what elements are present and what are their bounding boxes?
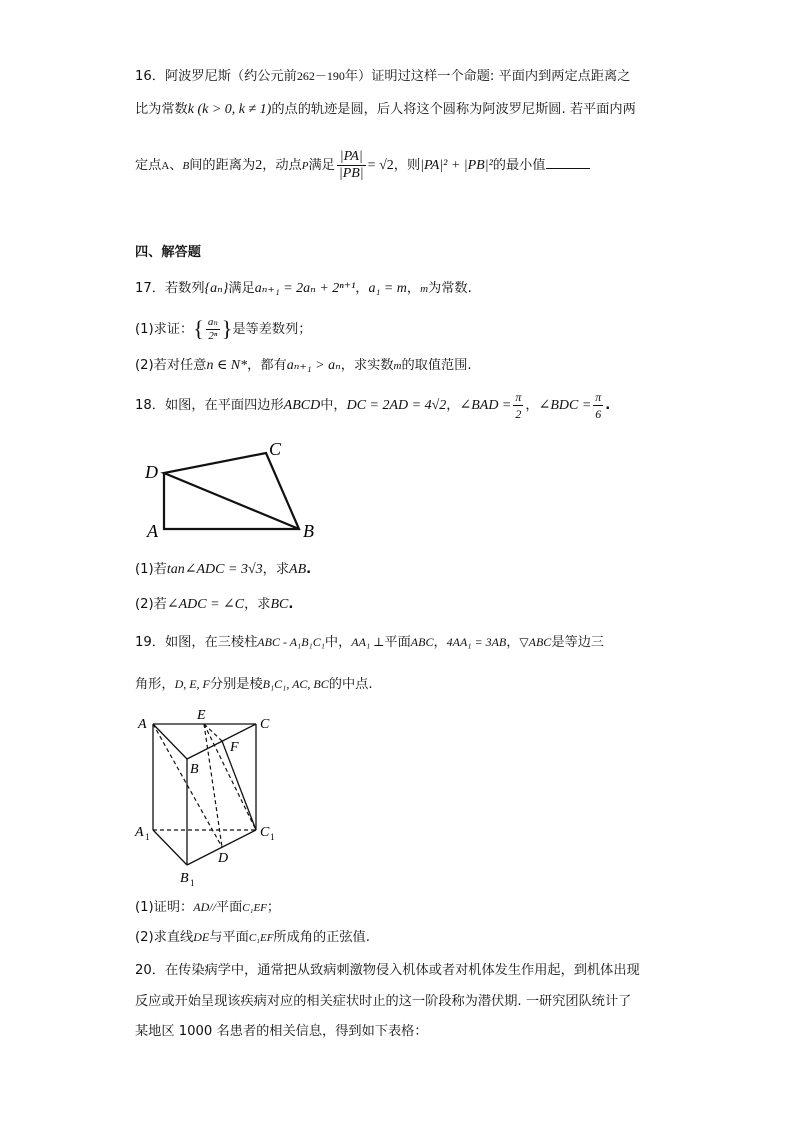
numerator: π: [515, 389, 522, 404]
text: (2)若对任意: [135, 358, 207, 373]
q17-part1: [135, 312, 311, 347]
brace-open: {: [193, 316, 204, 341]
years: 262－190: [296, 69, 345, 83]
math-initial: a₁ = m: [368, 281, 407, 296]
text: 18．如图，在平面四边形: [135, 398, 284, 413]
math-quad: ABCD: [283, 398, 321, 413]
text: 中，: [320, 398, 347, 413]
q20-line3: 某地区 1000 名患者的相关信息，得到如下表格：: [135, 1024, 428, 1039]
text: 的点的轨迹是圆，后人将这个圆称为阿波罗尼斯圆. 若平面内两: [271, 102, 636, 117]
text: ，: [406, 281, 421, 296]
text: (2)求直线: [135, 930, 194, 945]
text: .: [605, 398, 611, 413]
label-c: C: [269, 439, 282, 459]
label-c: C: [260, 717, 270, 732]
label-b: B: [303, 521, 314, 541]
text: 角形，: [135, 677, 175, 692]
subscript: 1: [145, 832, 150, 842]
text: ，则: [393, 158, 421, 173]
text: 定点: [135, 158, 162, 173]
text: (2)若: [135, 597, 167, 612]
denominator: 2ⁿ: [208, 329, 218, 342]
text: 17．若数列: [135, 281, 205, 296]
math-bc: BC: [270, 597, 289, 612]
text: 的中点.: [328, 677, 373, 692]
text: 的取值范围.: [401, 358, 472, 373]
text: 年）证明过这样一个命题: 平面内到两定点距离之: [344, 69, 631, 84]
math-ab: AB: [289, 562, 307, 577]
label-c1: C: [260, 825, 270, 840]
math-m: m: [420, 283, 429, 295]
denominator: |PB|: [338, 165, 364, 181]
math-expression: |PA|² + |PB|²: [420, 158, 493, 173]
text: ，: [433, 635, 447, 650]
brace-close: }: [221, 316, 233, 341]
math-parallel: //: [209, 900, 216, 914]
q16-line3: [135, 146, 590, 186]
text: 分别是棱: [209, 677, 263, 692]
text: ；: [266, 900, 281, 915]
text: ，求实数: [340, 358, 394, 373]
text: 与平面: [209, 930, 249, 945]
label-a1: A: [135, 825, 144, 840]
math-expression: tan∠ADC = 3√3: [166, 562, 263, 577]
label-b1: B: [180, 871, 189, 886]
text: ，动点: [262, 158, 302, 173]
text: 满足: [308, 158, 335, 173]
math-rhs: = √2: [367, 158, 394, 173]
q17-stem: [135, 279, 472, 299]
text: ，: [446, 398, 460, 413]
text: ，: [525, 398, 539, 413]
text: (1)证明：: [135, 900, 194, 915]
label-a: A: [138, 717, 147, 732]
math-plane: ABC: [410, 635, 434, 649]
subscript: 1: [190, 878, 195, 888]
q19-part1: [135, 897, 280, 918]
text: 是等边三: [551, 635, 605, 650]
q18-stem: [135, 386, 610, 426]
label-e: E: [197, 708, 206, 723]
text: 的最小值: [492, 158, 546, 173]
text: 比为常数: [135, 102, 188, 117]
fraction: [593, 389, 603, 422]
denominator: 6: [595, 406, 602, 421]
label-d: D: [145, 462, 158, 482]
text: 满足: [228, 281, 255, 296]
text: ，都有: [247, 358, 287, 373]
q20-line2: 反应或开始呈现该疾病对应的相关症状时止的这一阶段称为潜伏期. 一研究团队统计了: [135, 994, 632, 1009]
math-line: DE: [193, 930, 210, 944]
label-a: A: [147, 521, 158, 541]
text: 是等差数列；: [232, 322, 312, 337]
text: ，: [506, 635, 520, 650]
text: 、: [169, 158, 183, 173]
fraction: [206, 316, 220, 343]
text: ，求: [244, 597, 271, 612]
prism-figure: [130, 700, 290, 890]
numerator: |PA|: [337, 149, 366, 166]
math-angle: ∠BAD =: [459, 398, 512, 413]
math-condition: k (k > 0, k ≠ 1): [187, 102, 272, 117]
numerator: π: [595, 389, 602, 404]
point-b: B: [182, 160, 190, 172]
text: 19．如图，在三棱柱: [135, 635, 258, 650]
point-a: A: [161, 160, 170, 172]
label-f: F: [230, 740, 239, 755]
q19-part2: [135, 927, 370, 948]
ratio-fraction: [337, 149, 366, 182]
point-p: P: [301, 160, 309, 172]
q18-part2: [135, 595, 293, 615]
q20-line1: 20．在传染病学中，通常把从致病刺激物侵入机体或者对机体发生作用起，到机体出现: [135, 963, 640, 978]
q19-line1: [135, 632, 604, 653]
math-recurrence: aₙ₊₁ = 2aₙ + 2ⁿ⁺¹: [254, 281, 356, 296]
math-plane: C₁EF: [248, 932, 274, 944]
fraction: [513, 389, 523, 422]
q16-line1: [135, 66, 630, 87]
q17-part2: [135, 356, 472, 376]
text: 间的距离为: [189, 158, 256, 173]
math-m: m: [393, 360, 402, 372]
math-inequality: aₙ₊₁ > aₙ: [286, 358, 341, 373]
math-triangle: ▽ABC: [519, 635, 552, 649]
label-b: B: [190, 762, 199, 777]
math-expression: ∠ADC = ∠C: [166, 597, 245, 612]
text: (1)若: [135, 562, 167, 577]
denominator: 2: [515, 406, 522, 421]
text: 16．阿波罗尼斯（约公元前: [135, 69, 297, 84]
math-angle: ∠BDC =: [538, 398, 592, 413]
q16-line2: [135, 100, 636, 120]
math-condition: n ∈ N*: [206, 358, 248, 373]
text: 平面: [384, 635, 411, 650]
text: (1)求证：: [135, 322, 194, 337]
numerator: aₙ: [207, 315, 218, 328]
math-ratio: 4AA₁ = 3AB: [446, 635, 507, 649]
math-edges: B₁C₁, AC, BC: [262, 677, 329, 691]
text: 所成角的正弦值.: [273, 930, 370, 945]
section-title: 四、解答题: [135, 245, 201, 260]
math-perp: AA₁ ⊥: [351, 635, 385, 649]
quadrilateral-figure: [135, 435, 335, 545]
text: ，求: [262, 562, 290, 577]
math-prism: ABC - A₁B₁C₁: [257, 635, 325, 649]
text: .: [306, 562, 312, 577]
math-equation: DC = 2AD = 4√2: [346, 398, 447, 413]
text: 为常数.: [428, 281, 472, 296]
q19-line2: [135, 674, 373, 695]
text: 中，: [324, 635, 352, 650]
subscript: 1: [270, 832, 275, 842]
math-plane: C₁EF: [242, 902, 267, 914]
answer-blank[interactable]: [546, 154, 590, 169]
q18-part1: [135, 560, 311, 580]
math-points: D, E, F: [174, 677, 210, 691]
text: 平面: [215, 900, 243, 915]
text: ，: [355, 281, 369, 296]
math-sequence: {aₙ}: [204, 281, 229, 296]
label-d: D: [218, 851, 229, 866]
math-line: AD: [193, 900, 210, 914]
text: .: [288, 597, 294, 612]
distance: 2: [255, 158, 263, 173]
